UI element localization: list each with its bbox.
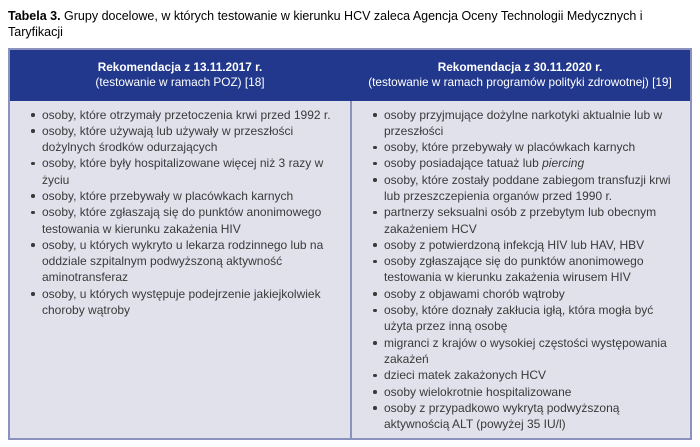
list-item: osoby z objawami chorób wątroby <box>371 286 684 302</box>
recommendation-list-2017 <box>19 107 344 319</box>
list-item: osoby z przypadkowo wykrytą podwyższoną aktywnością ALT (powyżej 35 IU/l) <box>371 400 684 433</box>
list-item: osoby, u których występuje podejrzenie jakiejkolwiek choroby wątroby <box>29 286 344 319</box>
list-item: dzieci matek zakażonych HCV <box>371 367 684 383</box>
list-item: osoby przyjmujące dożylne narkotyki aktualnie lub w przeszłości <box>371 107 684 140</box>
list-item: osoby, które zostały poddane zabiegom transfuzji krwi lub przeszczepienia organów przed 1990 r. <box>371 172 684 205</box>
list-item: osoby, które doznały zakłucia igłą, która mogła być użyta przez inną osobę <box>371 302 684 335</box>
list-item: osoby posiadające tatuaż lub piercing <box>371 155 684 171</box>
list-item: osoby, które przebywały w placówkach karnych <box>371 139 684 155</box>
cell-recommendation-2020 <box>350 101 690 439</box>
list-item: osoby, które zgłaszają się do punktów anonimowego testowania w kierunku zakażenia HIV <box>29 204 344 237</box>
list-item: osoby, u których wykryto u lekarza rodzinnego lub na oddziale szpitalnym podwyższoną aktywność aminotransferaz <box>29 237 344 286</box>
list-item: osoby, które otrzymały przetoczenia krwi przed 1992 r. <box>29 107 344 123</box>
header-recommendation-2020 <box>350 50 690 101</box>
hcv-recommendations-table <box>8 48 692 441</box>
list-item: migranci z krajów o wysokiej częstości występowania zakażeń <box>371 335 684 368</box>
list-item: osoby, które używają lub używały w przeszłości dożylnych środków odurzających <box>29 123 344 156</box>
list-item: partnerzy seksualni osób z przebytym lub obecnym zakażeniem HCV <box>371 204 684 237</box>
header-recommendation-2017 <box>10 50 350 101</box>
header-2017-title: Rekomendacja z 13.11.2017 r. <box>97 60 263 74</box>
table-header-row <box>10 50 690 101</box>
list-item: osoby zgłaszające się do punktów anonimowego testowania w kierunku zakażenia wirusem HIV <box>371 253 684 286</box>
header-2020-subtitle: (testowanie w ramach programów polityki zdrowotnej) [19] <box>368 75 672 89</box>
table-caption-text: Grupy docelowe, w których testowanie w kierunku HCV zaleca Agencja Oceny Technologii Medycznych i Taryfikacji <box>8 9 643 40</box>
list-item: osoby z potwierdzoną infekcją HIV lub HAV, HBV <box>371 237 684 253</box>
table-body-row <box>10 101 690 439</box>
list-item: osoby, które były hospitalizowane więcej niż 3 razy w życiu <box>29 155 344 188</box>
table-caption <box>8 8 663 41</box>
header-2017-subtitle: (testowanie w ramach POZ) [18] <box>95 75 265 89</box>
table-caption-label: Tabela 3. <box>8 9 61 23</box>
cell-recommendation-2017 <box>10 101 350 439</box>
list-item: osoby wielokrotnie hospitalizowane <box>371 384 684 400</box>
list-item: osoby, które przebywały w placówkach karnych <box>29 188 344 204</box>
header-2020-title: Rekomendacja z 30.11.2020 r. <box>437 60 603 74</box>
recommendation-list-2020 <box>361 107 684 433</box>
